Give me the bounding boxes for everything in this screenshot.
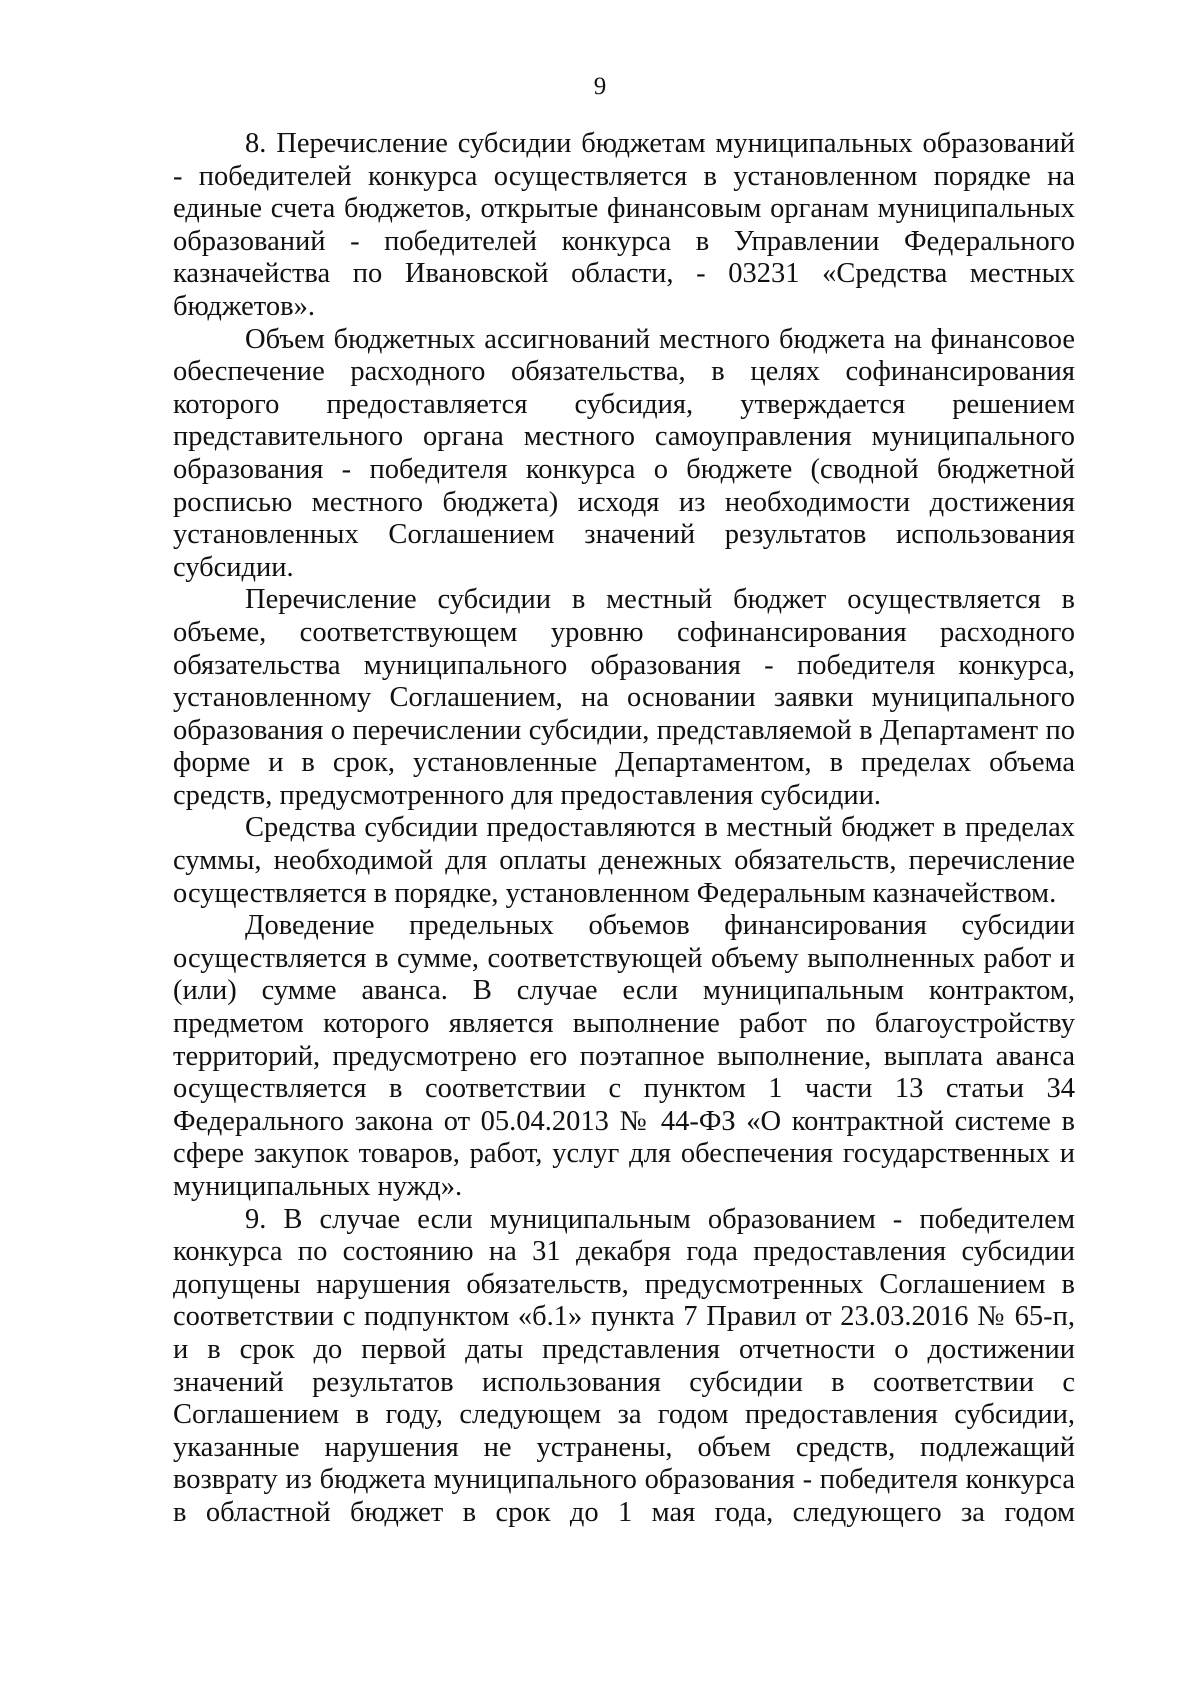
paragraph-transfer-volume: Перечисление субсидии в местный бюджет осуществляется в объеме, соответствующем уровню софинансирования расходного обязательства муниципального образования - победителя конкурса, установленному Соглашением, на основании заявки муниципального образования о перечислении субсидии, представляемой в Департамент по форме и в срок, установленные Департаментом, в пределах объема средств, предусмотренного для предоставления субсидии. xyxy=(173,584,1075,811)
paragraph-funding-limits: Доведение предельных объемов финансирования субсидии осуществляется в сумме, соответствующей объему выполненных работ и (или) сумме аванса. В случае если муниципальным контрактом, предметом которого является выполнение работ по благоустройству территорий, предусмотрено его поэтапное выполнение, выплата аванса осуществляется в соответствии с пунктом 1 части 13 статьи 34 Федерального закона от 05.04.2013 № 44-ФЗ «О контрактной системе в сфере закупок товаров, работ, услуг для обеспечения государственных и муниципальных нужд». xyxy=(173,910,1075,1202)
page-number: 9 xyxy=(593,73,607,100)
paragraph-9-violations: 9. В случае если муниципальным образованием - победителем конкурса по состоянию на 31 декабря года предоставления субсидии допущены нарушения обязательств, предусмотренных Соглашением в соответствии с подпунктом «б.1» пункта 7 Правил от 23.03.2016 № 65-п, и в срок до первой даты представления отчетности о достижении значений результатов использования субсидии в соответствии с Соглашением в году, следующем за годом предоставления субсидии, указанные нарушения не устранены, объем средств, подлежащий возврату из бюджета муниципального образования - победителя конкурса в областной бюджет в срок до 1 мая года, следующего за годом xyxy=(173,1203,1075,1528)
paragraph-subsidy-funds: Средства субсидии предоставляются в местный бюджет в пределах суммы, необходимой для оплаты денежных обязательств, перечисление осуществляется в порядке, установленном Федеральным казначейством. xyxy=(173,812,1075,909)
paragraph-8-transfer: 8. Перечисление субсидии бюджетам муниципальных образований - победителей конкурса осуществляется в установленном порядке на единые счета бюджетов, открытые финансовым органам муниципальных образований - победителей конкурса в Управлении Федерального казначейства по Ивановской области, - 03231 «Средства местных бюджетов». xyxy=(173,128,1075,322)
document-body xyxy=(173,128,1075,1530)
paragraph-budget-allocations: Объем бюджетных ассигнований местного бюджета на финансовое обеспечение расходного обязательства, в целях софинансирования которого предоставляется субсидия, утверждается решением представительного органа местного самоуправления муниципального образования - победителя конкурса о бюджете (сводной бюджетной росписью местного бюджета) исходя из необходимости достижения установленных Соглашением значений результатов использования субсидии. xyxy=(173,323,1075,583)
